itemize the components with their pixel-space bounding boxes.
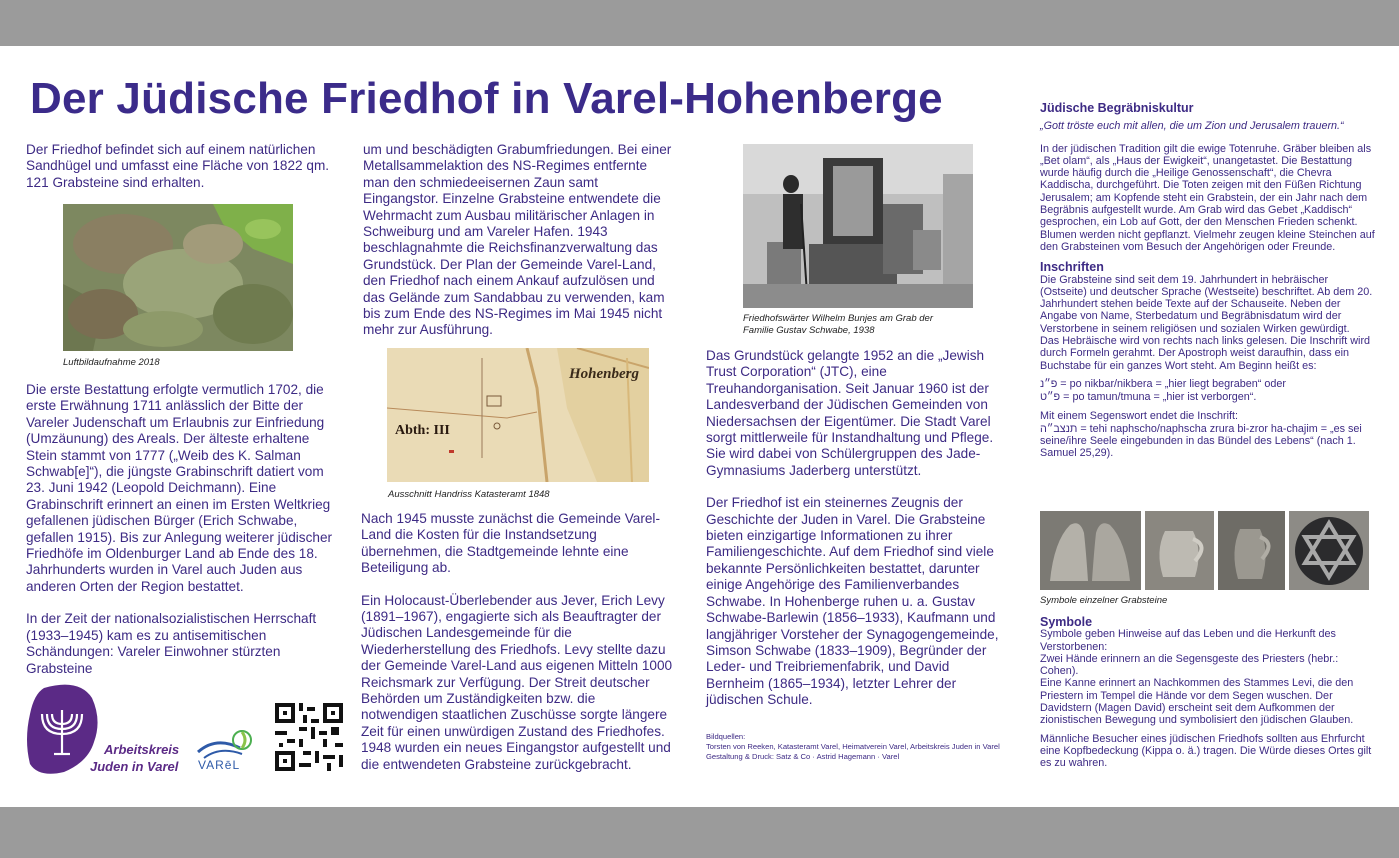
burial-paragraph: In der jüdischen Tradition gilt die ewige Totenruhe. Gräber bleiben als „Bet olam“, als „Haus der Ewigkeit“, unangetastet. Die Bestattung wurde häufig durch die „Heilige Genossenschaft“, die Chevra Kaddischa, durchgeführt. Die Toten zeigen mit den Füßen Richtung Jerusalem; am Kopfende steht ein Grabstein, der ein Jahr nach dem Begräbnis aufgestellt wurde. Am Grab wird das Gebet „Kaddisch“ gesprochen, ein Lob auf Gott, der den Menschen Frieden schenkt. Blumen werden nicht gepflanzt. Vielmehr zeugen kleine Steinchen auf den Grabsteinen vom Besuch der Angehörigen oder Freunde. — [1040, 142, 1375, 253]
aerial-photo-caption: Luftbildaufnahme 2018 — [63, 357, 160, 368]
cadastral-map — [387, 348, 649, 482]
image-credits — [706, 732, 1016, 762]
hebrew-paragraph: Das Hebräische wird von rechts nach links gelesen. Die Inschrift wird durch Formeln gerahmt. Der Apostroph weist daraufhin, dass ein Buchstabe für ein ganzes Wort steht. Am Beginn heißt es: — [1040, 335, 1371, 372]
restoration-paragraph: 1948 wurden ein neues Eingangstor aufgestellt und die entwendeten Grabsteine zurückgebracht. — [361, 740, 671, 772]
symbols-paragraph: Symbole geben Hinweise auf das Leben und die Herkunft des Verstorbenen: — [1040, 628, 1336, 653]
hands-symbol-photo — [1040, 511, 1141, 590]
blessing-intro: Mit einem Segenswort endet die Inschrift: — [1040, 409, 1239, 422]
jug-symbol-photo-2 — [1218, 511, 1285, 590]
inscriptions-paragraph: Die Grabsteine sind seit dem 19. Jahrhundert in hebräischer (Ostseite) und deutscher Sprache (Westseite) beschriftet. Ab dem 20. Jahrhundert stehen beide Texte auf der Schauseite. Neben der Angabe von Name, Sterbedatum und Begräbnisdatum wird der Verstorbene in seinem religiösen und sozialen Wirken gewürdigt. — [1040, 273, 1373, 335]
inscriptions-heading: Inschriften — [1040, 260, 1104, 275]
aerial-photo — [63, 204, 293, 351]
column-2 — [363, 142, 673, 355]
quote: „Gott tröste euch mit allen, die um Zion und Jerusalem trauern.“ — [1040, 120, 1344, 133]
map-caption: Ausschnitt Handriss Katasteramt 1848 — [388, 489, 550, 500]
hands-paragraph: Zwei Hände erinnern an die Segensgeste des Priesters (hebr.: Cohen). — [1040, 652, 1339, 678]
star-of-david-photo — [1289, 511, 1369, 590]
burial-culture-heading: Jüdische Begräbniskultur — [1040, 101, 1194, 115]
qr-code[interactable] — [275, 703, 343, 771]
column-1 — [26, 142, 338, 207]
keeper-photo-caption-2: Familie Gustav Schwabe, 1938 — [743, 325, 875, 336]
post-war-paragraph: Nach 1945 musste zunächst die Gemeinde Varel-Land die Kosten für die Instandsetzung übernehmen, die Stadtgemeinde lehnte eine Beteiligung ab. — [361, 511, 660, 576]
credits-heading: Bildquellen: — [706, 732, 746, 741]
column-1-lower — [26, 382, 338, 693]
formula-1: פ״נ = po nikbar/nikbera = „hier liegt begraben“ oder — [1040, 377, 1286, 390]
sidebar — [1040, 102, 1377, 463]
cemetery-keeper-photo — [743, 144, 973, 308]
symbols-caption: Symbole einzelner Grabsteine — [1040, 595, 1168, 606]
keeper-photo-caption-1: Friedhofswärter Wilhelm Bunjes am Grab der — [743, 313, 933, 324]
sidebar-symbols — [1040, 616, 1377, 773]
varel-logo-text: VARēL — [198, 758, 241, 772]
arbeitskreis-name-2: Juden in Varel — [90, 759, 179, 774]
visitors-paragraph: Männliche Besucher eines jüdischen Friedhofs sollten aus Ehrfurcht eine Kopfbedeckung (Kippa o. ä.) tragen. Die Würde dieses Ortes gilt es zu wahren. — [1040, 732, 1372, 770]
jtc-paragraph: Das Grundstück gelangte 1952 an die „Jewish Trust Corporation“ (JTC), eine Treuhandorganisation. Seit Januar 1960 ist der Landesverband der Jüdischen Gemeinden von Niedersachsen der Eigentümer. Die Stadt Varel sorgt mittlerweile für Instandhaltung und Pflege. Sie wird dabei von Schülergruppen des Jade-Gymnasiums Jaderberg unterstützt. — [706, 348, 994, 478]
intro-paragraph: Der Friedhof befindet sich auf einem natürlichen Sandhügel und umfasst eine Fläche von 1822 qm. 121 Grabsteine sind erhalten. — [26, 142, 330, 190]
testimony-paragraph: Der Friedhof ist ein steinernes Zeugnis der Geschichte der Juden in Varel. Die Grabsteine bieten einzigartige Informationen zu ihrer Familiengeschichte. Auf dem Friedhof sind viele bekannte Persönlichkeiten bestattet, darunter einige Angehörige des Familienverbandes Schwabe. In Hohenberge ruhen u. a. Gustav Schwabe-Barlewin (1856–1933), Kaufmann und langjähriger Vorsteher der Synagogengemeinde, Simson Schwabe (1833–1909), Begründer der Leder- und Treibriemenfabrik, und David Bernheim (1865–1934), letzter Lehrer der jüdischen Schule. — [706, 495, 999, 708]
sign-panel — [0, 46, 1399, 807]
credits-design: Gestaltung & Druck: Satz & Co · Astrid Hagemann · Varel — [706, 752, 900, 761]
credits-sources: Torsten von Reeken, Katasteramt Varel, Heimatverein Varel, Arbeitskreis Juden in Varel — [706, 742, 1000, 751]
column-3 — [706, 348, 1010, 725]
map-label-abth: Abth: III — [395, 423, 450, 438]
page-title: Der Jüdische Friedhof in Varel-Hohenberge — [30, 74, 943, 123]
levy-paragraph: Ein Holocaust-Überlebender aus Jever, Erich Levy (1891–1967), engagierte sich als Beauftragter der Jüdischen Landesgemeinde für die Wiederherstellung des Friedhofs. Levy stellte dazu der Gemeinde Varel-Land aus eigenen Mitteln 1000 Reichsmark zur Verfügung. Der Streit deutscher Behörden um Zuständigkeiten bzw. die notwendigen staatlichen Zuschüsse sorgte längere Zeit für einen unwürdigen Zustand des Friedhofes. — [361, 592, 673, 739]
map-label-hohenberg: Hohenberg — [569, 366, 640, 382]
formula-2: פ״ט = po tamun/tmuna = „hier ist verborgen“. — [1040, 391, 1257, 404]
jug-symbol-photo-1 — [1145, 511, 1214, 590]
ns-destruction-paragraph: um und beschädigten Grabumfriedungen. Bei einer Metallsammelaktion des NS-Regimes entfernte man den schmiedeeisernen Zaun samt Eingangstor. Einzelne Grabsteine entwendete die Wehrmacht zum Ausbau militärischer Anlagen in Schweiburg und am Vareler Hafen. 1943 beschlagnahmte die Reichsfinanzverwaltung das Grundstück. Der Plan der Gemeinde Varel-Land, den Friedhof nach einem Ankauf aufzulösen und das Gelände zum Sandabbau zu verwenden, kam bis zum Ende des NS-Regimes im Mai 1945 nicht mehr zur Ausführung. — [363, 142, 672, 338]
column-2-lower — [361, 511, 673, 789]
jug-paragraph: Eine Kanne erinnert an Nachkommen des Stammes Levi, die den Priestern im Tempel die Hände vor dem Segen wuschen. Der Davidstern (Magen David) erscheint seit dem Aufkommen der zionistischen Bewegung und symbolisiert den jüdischen Glauben. — [1040, 677, 1354, 727]
formula-3: תנצב״ה = tehi naphscho/naphscha zrura bi-zror ha-chajim = „es sei seine/ihre Seele eingebunden in das Bündel des Lebens“ (nach 1. Samuel 25,29). — [1040, 422, 1362, 460]
ns-paragraph: In der Zeit der nationalsozialistischen Herrschaft (1933–1945) kam es zu antisemitischen Schändungen: Vareler Einwohner stürzten Grabsteine — [26, 611, 317, 676]
symbols-heading: Symbole — [1040, 615, 1093, 629]
arbeitskreis-name-1: Arbeitskreis — [104, 742, 180, 757]
history-paragraph: Die erste Bestattung erfolgte vermutlich 1702, die erste Erwähnung 1711 anlässlich der Bitte der Vareler Judenschaft um Erlaubnis zur Einfriedung (Umzäunung) des Areals. Der älteste erhaltene Stein stammt von 1777 („Weib des K. Salman Schwab[e]“), die jüngste Grabinschrift datiert vom 23. Juni 1942 (Leopold Deichmann). Eine Grabinschrift erinnert an einen im Ersten Weltkrieg gefallenen jüdischen Bürger (Erich Schwabe, gefallen 1915). Bis zur Anlegung weiterer jüdischer Friedhöfe im Oldenburger Land ab Ende des 18. Jahrhunderts wurden in Varel auch Juden aus anderen Orten der Region bestattet. — [26, 382, 333, 594]
